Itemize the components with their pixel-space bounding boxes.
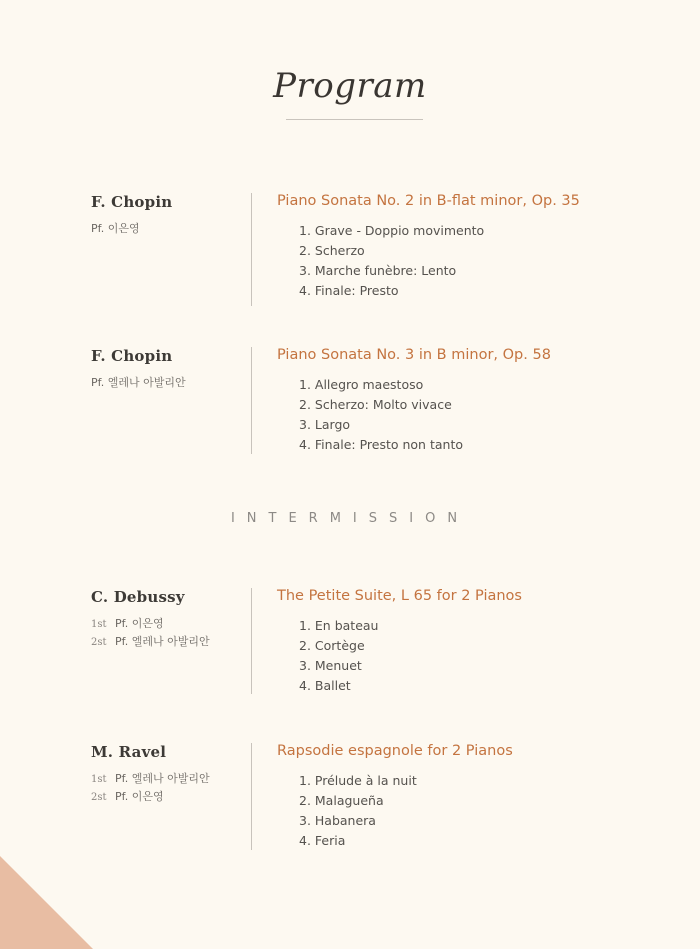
- performer-ordinal: 2st: [91, 637, 107, 648]
- composer-name: F. Chopin: [91, 347, 173, 365]
- performer-name: Pf. 이은영: [115, 790, 164, 803]
- movement-list: [277, 616, 677, 696]
- performer-ordinal: 1st: [91, 619, 107, 630]
- program-title-wrap: [0, 66, 700, 106]
- performer-line: [91, 374, 241, 391]
- work-block: [277, 743, 677, 851]
- work-title: Rapsodie espagnole for 2 Pianos: [277, 743, 513, 759]
- movement-list: [277, 221, 677, 301]
- vertical-divider: [251, 347, 252, 454]
- movement-item: 4. Ballet: [299, 678, 351, 693]
- movement-item: 2. Scherzo: [299, 243, 365, 258]
- work-title: Piano Sonata No. 2 in B-flat minor, Op. 35: [277, 193, 580, 209]
- performer-line: [91, 633, 241, 651]
- composer-name: C. Debussy: [91, 588, 185, 606]
- composer-block: [91, 588, 241, 651]
- work-block: [277, 588, 677, 696]
- movement-item: 2. Scherzo: Molto vivace: [299, 397, 452, 412]
- movement-item: 4. Feria: [299, 833, 346, 848]
- corner-decoration: [0, 856, 93, 949]
- movement-list: [277, 771, 677, 851]
- vertical-divider: [251, 193, 252, 306]
- performer-name: Pf. 엘레나 아발리안: [115, 772, 210, 785]
- composer-name: F. Chopin: [91, 193, 173, 211]
- intermission-label: INTERMISSION: [230, 511, 470, 526]
- performer-ordinal: 1st: [91, 774, 107, 785]
- program-title: Program: [273, 66, 427, 106]
- vertical-divider: [251, 588, 252, 694]
- performer-name: Pf. 이은영: [115, 617, 164, 630]
- performer-line: [91, 770, 241, 788]
- performer-line: [91, 788, 241, 806]
- movement-item: 4. Finale: Presto: [299, 283, 399, 298]
- work-block: [277, 193, 677, 301]
- composer-block: [91, 743, 241, 806]
- composer-block: [91, 193, 241, 237]
- title-underline: [286, 119, 423, 120]
- movement-item: 1. Grave - Doppio movimento: [299, 223, 485, 238]
- performer-name: Pf. 엘레나 아발리안: [115, 635, 210, 648]
- composer-name: M. Ravel: [91, 743, 167, 761]
- movement-list: [277, 375, 677, 455]
- performer-ordinal: 2st: [91, 792, 107, 803]
- movement-item: 4. Finale: Presto non tanto: [299, 437, 463, 452]
- work-title: The Petite Suite, L 65 for 2 Pianos: [277, 588, 522, 604]
- performer-name: Pf. 이은영: [91, 222, 140, 235]
- performer-line: [91, 220, 241, 237]
- movement-item: 3. Marche funèbre: Lento: [299, 263, 457, 278]
- movement-item: 1. En bateau: [299, 618, 379, 633]
- vertical-divider: [251, 743, 252, 850]
- movement-item: 2. Cortège: [299, 638, 365, 653]
- movement-item: 3. Largo: [299, 417, 351, 432]
- movement-item: 1. Allegro maestoso: [299, 377, 424, 392]
- work-block: [277, 347, 677, 455]
- movement-item: 1. Prélude à la nuit: [299, 773, 417, 788]
- performer-name: Pf. 엘레나 아발리안: [91, 376, 186, 389]
- composer-block: [91, 347, 241, 391]
- movement-item: 3. Menuet: [299, 658, 362, 673]
- work-title: Piano Sonata No. 3 in B minor, Op. 58: [277, 347, 551, 363]
- performer-line: [91, 615, 241, 633]
- movement-item: 2. Malagueña: [299, 793, 384, 808]
- movement-item: 3. Habanera: [299, 813, 376, 828]
